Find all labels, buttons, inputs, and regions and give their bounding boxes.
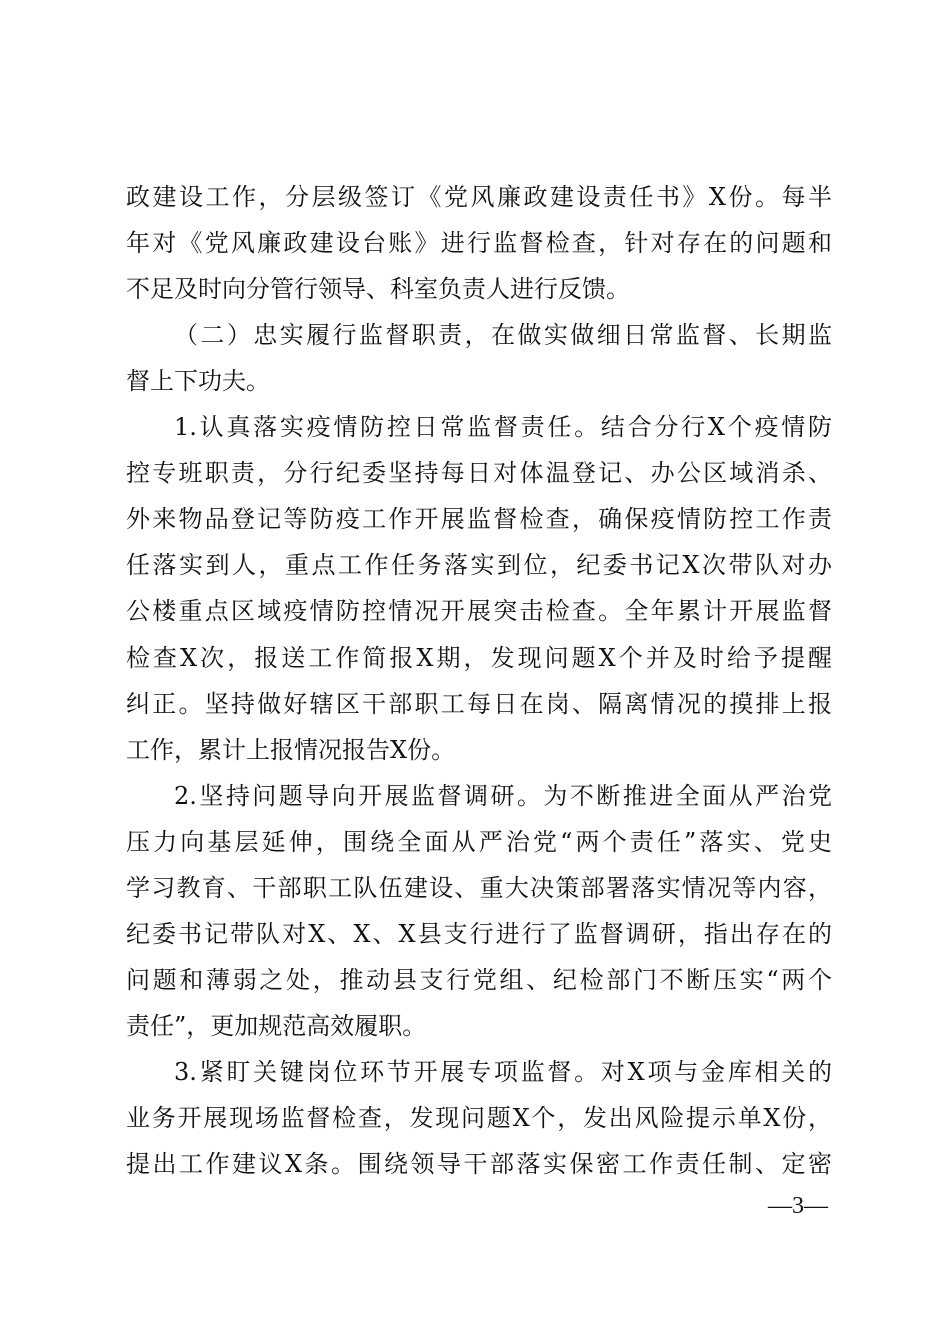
paragraph-2-line: （二）忠实履行监督职责，在做实做细日常监督、长期监 (174, 321, 832, 350)
paragraph-3-line: 1.认真落实疫情防控日常监督责任。结合分行X个疫情防 (174, 413, 832, 442)
paragraph-3-line: 控专班职责，分行纪委坚持每日对体温登记、办公区域消杀、 (126, 459, 832, 488)
paragraph-4-line: 问题和薄弱之处，推动县支行党组、纪检部门不断压实“两个 (126, 965, 832, 994)
paragraph-3-line: 外来物品登记等防疫工作开展监督检查，确保疫情防控工作责 (126, 505, 832, 534)
paragraph-4-line: 压力向基层延伸，围绕全面从严治党“两个责任”落实、党史 (126, 827, 832, 856)
paragraph-4-line: 责任”，更加规范高效履职。 (126, 1011, 427, 1040)
paragraph-3-line: 检查X次，报送工作简报X期，发现问题X个并及时给予提醒 (126, 643, 832, 672)
paragraph-3-line: 纠正。坚持做好辖区干部职工每日在岗、隔离情况的摸排上报 (126, 689, 832, 718)
paragraph-5-line: 3.紧盯关键岗位环节开展专项监督。对X项与金库相关的 (174, 1057, 832, 1086)
paragraph-3-line: 公楼重点区域疫情防控情况开展突击检查。全年累计开展监督 (126, 597, 832, 626)
paragraph-1-line: 年对《党风廉政建设台账》进行监督检查，针对存在的问题和 (126, 229, 832, 258)
paragraph-4-line: 学习教育、干部职工队伍建设、重大决策部署落实情况等内容， (126, 873, 832, 902)
paragraph-2-line: 督上下功夫。 (126, 367, 270, 396)
paragraph-3-line: 工作，累计上报情况报告X份。 (126, 735, 456, 764)
paragraph-4-line: 纪委书记带队对X、X、X县支行进行了监督调研，指出存在的 (126, 919, 832, 948)
paragraph-1-line: 政建设工作，分层级签订《党风廉政建设责任书》X份。每半 (126, 183, 832, 211)
page-number: —3— (768, 1193, 828, 1219)
paragraph-4-line: 2.坚持问题导向开展监督调研。为不断推进全面从严治党 (174, 781, 832, 810)
paragraph-1-line: 不足及时向分管行领导、科室负责人进行反馈。 (126, 275, 630, 304)
paragraph-5-line: 业务开展现场监督检查，发现问题X个，发出风险提示单X份， (126, 1104, 832, 1132)
paragraph-3-line: 任落实到人，重点工作任务落实到位，纪委书记X次带队对办 (126, 551, 832, 580)
paragraph-5-line: 提出工作建议X条。围绕领导干部落实保密工作责任制、定密 (126, 1150, 832, 1179)
